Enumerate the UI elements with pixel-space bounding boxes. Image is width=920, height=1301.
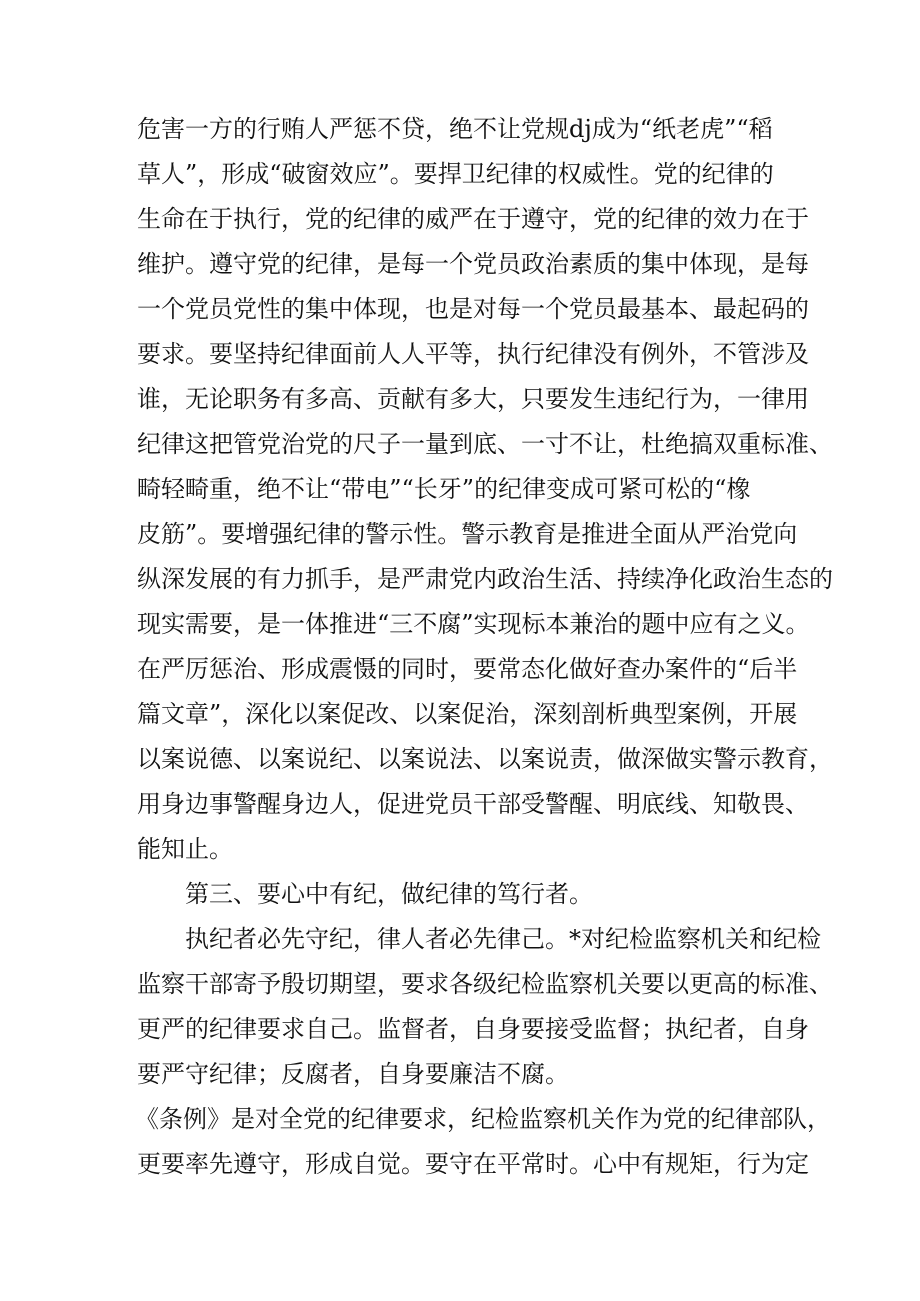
text-line: 现实需要，是一体推进“三不腐”实现标本兼治的题中应有之义。	[137, 610, 810, 638]
text-line: 篇文章”，深化以案促改、以案促治，深刻剖析典型案例，开展	[137, 700, 798, 728]
text-line: 在严厉惩治、形成震慑的同时，要常态化做好查办案件的“后半	[137, 655, 798, 683]
text-line: 草人”，形成“破窗效应”。要捍卫纪律的权威性。党的纪律的	[137, 160, 774, 188]
text-line: 要求。要坚持纪律面前人人平等，执行纪律没有例外，不管涉及	[137, 340, 809, 368]
text-line: 危害一方的行贿人严惩不贷，绝不让党规dj成为“纸老虎”“稻	[137, 115, 773, 143]
text-line: 用身边事警醒身边人，促进党员干部受警醒、明底线、知敬畏、	[137, 790, 809, 818]
section-heading: 第三、要心中有纪，做纪律的笃行者。	[185, 880, 593, 908]
text-line: 以案说德、以案说纪、以案说法、以案说责，做深做实警示教育，	[137, 745, 833, 773]
text-line: 维护。遵守党的纪律，是每一个党员政治素质的集中体现，是每	[137, 250, 809, 278]
text-line: 要严守纪律；反腐者，自身要廉洁不腐。	[137, 1060, 569, 1088]
text-line: 能知止。	[137, 835, 233, 863]
text-line: 一个党员党性的集中体现，也是对每一个党员最基本、最起码的	[137, 295, 809, 323]
text-line: 监察干部寄予殷切期望，要求各级纪检监察机关要以更高的标准、	[137, 970, 833, 998]
text-line: 纪律这把管党治党的尺子一量到底、一寸不让，杜绝搞双重标准、	[137, 430, 833, 458]
text-line: 更严的纪律要求自己。监督者，自身要接受监督；执纪者，自身	[137, 1015, 809, 1043]
text-line: 畸轻畸重，绝不让“带电”“长牙”的纪律变成可紧可松的“橡	[137, 475, 751, 503]
text-line: 更要率先遵守，形成自觉。要守在平常时。心中有规矩，行为定	[137, 1150, 809, 1178]
text-line: 生命在于执行，党的纪律的威严在于遵守，党的纪律的效力在于	[137, 205, 809, 233]
text-line: 纵深发展的有力抓手，是严肃党内政治生活、持续净化政治生态的	[137, 565, 833, 593]
text-line: 谁，无论职务有多高、贡献有多大，只要发生违纪行为，一律用	[137, 385, 809, 413]
text-line: 《条例》是对全党的纪律要求，纪检监察机关作为党的纪律部队，	[135, 1105, 831, 1133]
text-line: 执纪者必先守纪，律人者必先律己。*对纪检监察机关和纪检	[185, 925, 821, 953]
text-line: 皮筋”。要增强纪律的警示性。警示教育是推进全面从严治党向	[137, 520, 798, 548]
